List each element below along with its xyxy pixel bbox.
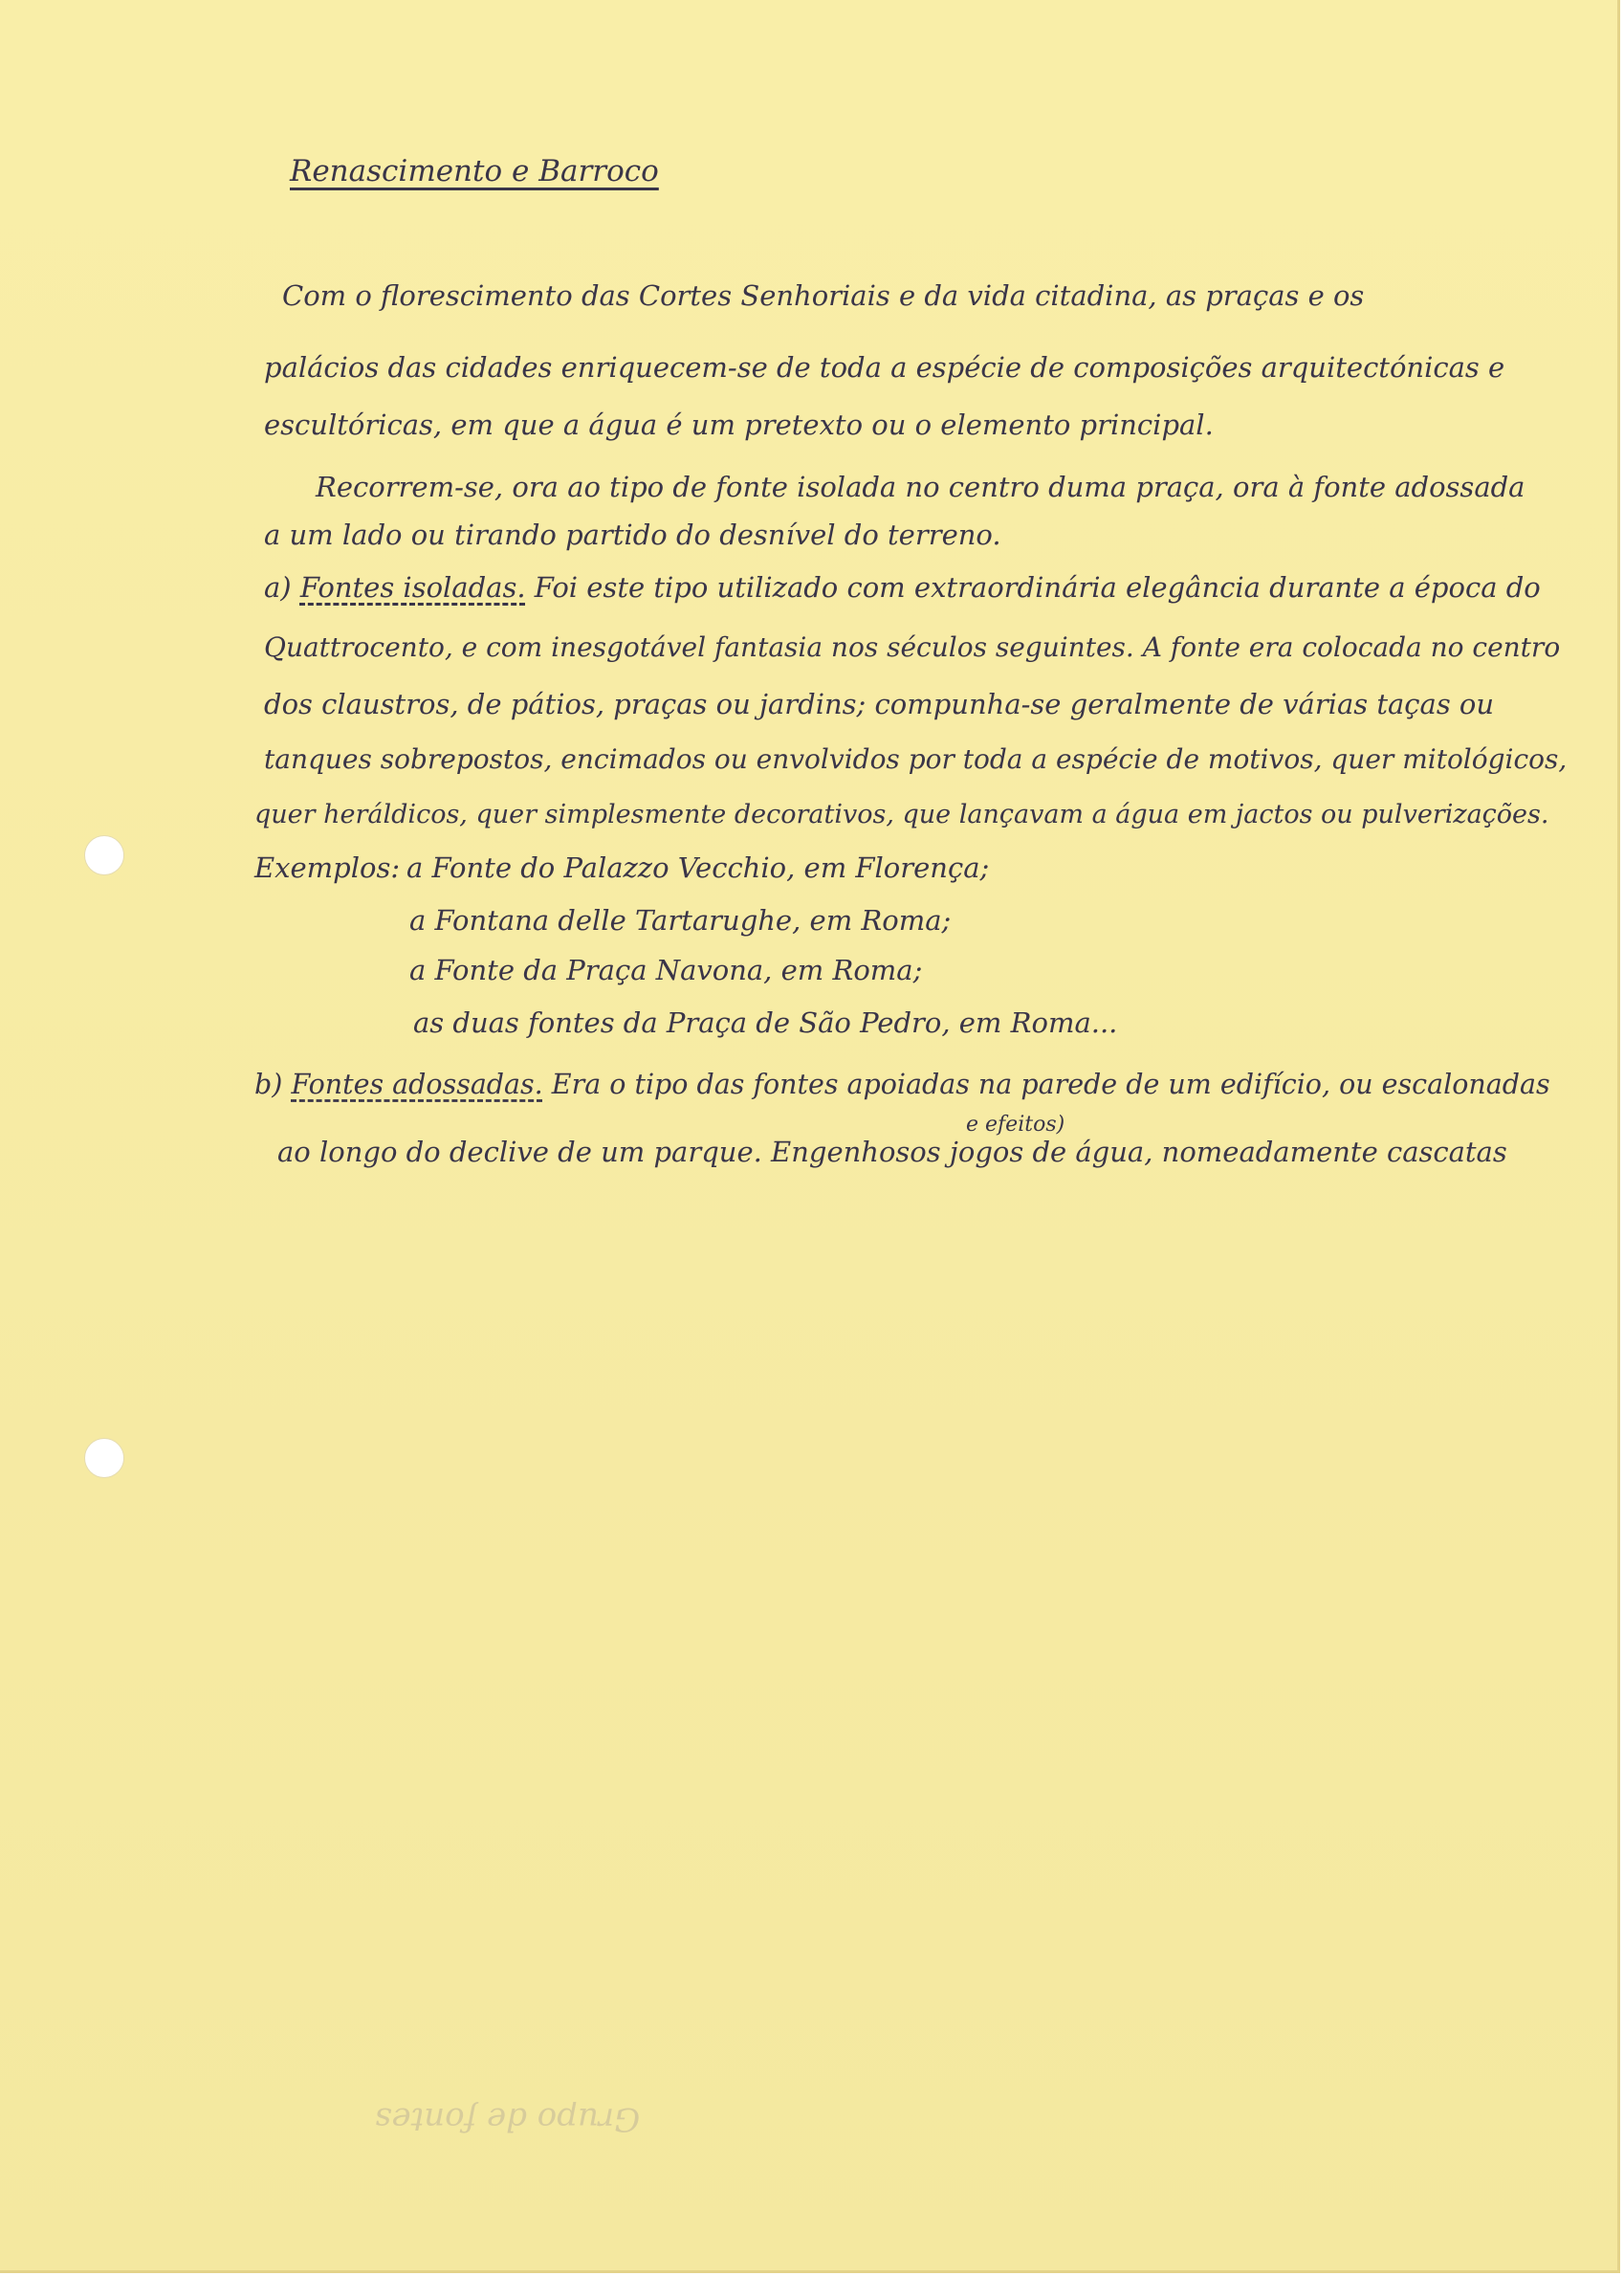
- intro-line-2: palácios das cidades enriquecem-se de toda a espécie de composições arquitectónicas e: [264, 351, 1505, 384]
- intro-line-3: escultóricas, em que a água é um pretexto ou o elemento principal.: [264, 409, 1214, 441]
- example-item: a Fonte da Praça Navona, em Roma;: [409, 954, 923, 986]
- para2-line-2: a um lado ou tirando partido do desnível do terreno.: [264, 519, 1001, 551]
- section-a-first-line: [264, 571, 1541, 604]
- para2-line-1: Recorrem-se, ora ao tipo de fonte isolada no centro duma praça, ora à fonte adossada: [316, 471, 1525, 503]
- section-b-first-line-rest: Era o tipo das fontes apoiadas na parede de um edifício, ou escalonadas: [551, 1069, 1550, 1100]
- section-a-line: quer heráldicos, quer simplesmente decorativos, que lançavam a água em jactos ou pulverizações.: [254, 800, 1549, 829]
- faded-note: Grupo de fontes: [375, 2100, 641, 2138]
- section-b-heading: Fontes adossadas.: [291, 1069, 543, 1100]
- section-a-heading: Fontes isoladas.: [299, 571, 526, 604]
- example-item: as duas fontes da Praça de São Pedro, em Roma...: [413, 1006, 1118, 1039]
- section-b-line-2: ao longo do declive de um parque. Engenhosos jogos de água, nomeadamente cascatas: [277, 1136, 1507, 1168]
- intro-line-1: Com o florescimento das Cortes Senhoriais e da vida citadina, as praças e os: [282, 279, 1365, 312]
- punch-hole-top: [84, 835, 124, 875]
- section-a-line: tanques sobrepostos, encimados ou envolvidos por toda a espécie de motivos, quer mitológicos,: [264, 743, 1568, 775]
- section-a-line: dos claustros, de pátios, praças ou jardins; compunha-se geralmente de várias taças ou: [264, 688, 1495, 720]
- section-a-line: Quattrocento, e com inesgotável fantasia nos séculos seguintes. A fonte era colocada no centro: [264, 631, 1561, 663]
- section-a-first-line-rest: Foi este tipo utilizado com extraordinária elegância durante a época do: [534, 571, 1541, 604]
- section-b-label: b): [254, 1069, 283, 1100]
- document-title: Renascimento e Barroco: [290, 154, 659, 188]
- section-b-first-line: [254, 1069, 1550, 1100]
- section-a-label: a): [264, 571, 292, 604]
- examples-label: Exemplos:: [254, 851, 401, 884]
- punch-hole-bottom: [84, 1438, 124, 1478]
- example-item: a Fontana delle Tartarughe, em Roma;: [409, 904, 952, 937]
- example-item: a Fonte do Palazzo Vecchio, em Florença;: [406, 851, 990, 884]
- insertion-note: e efeitos): [966, 1113, 1065, 1137]
